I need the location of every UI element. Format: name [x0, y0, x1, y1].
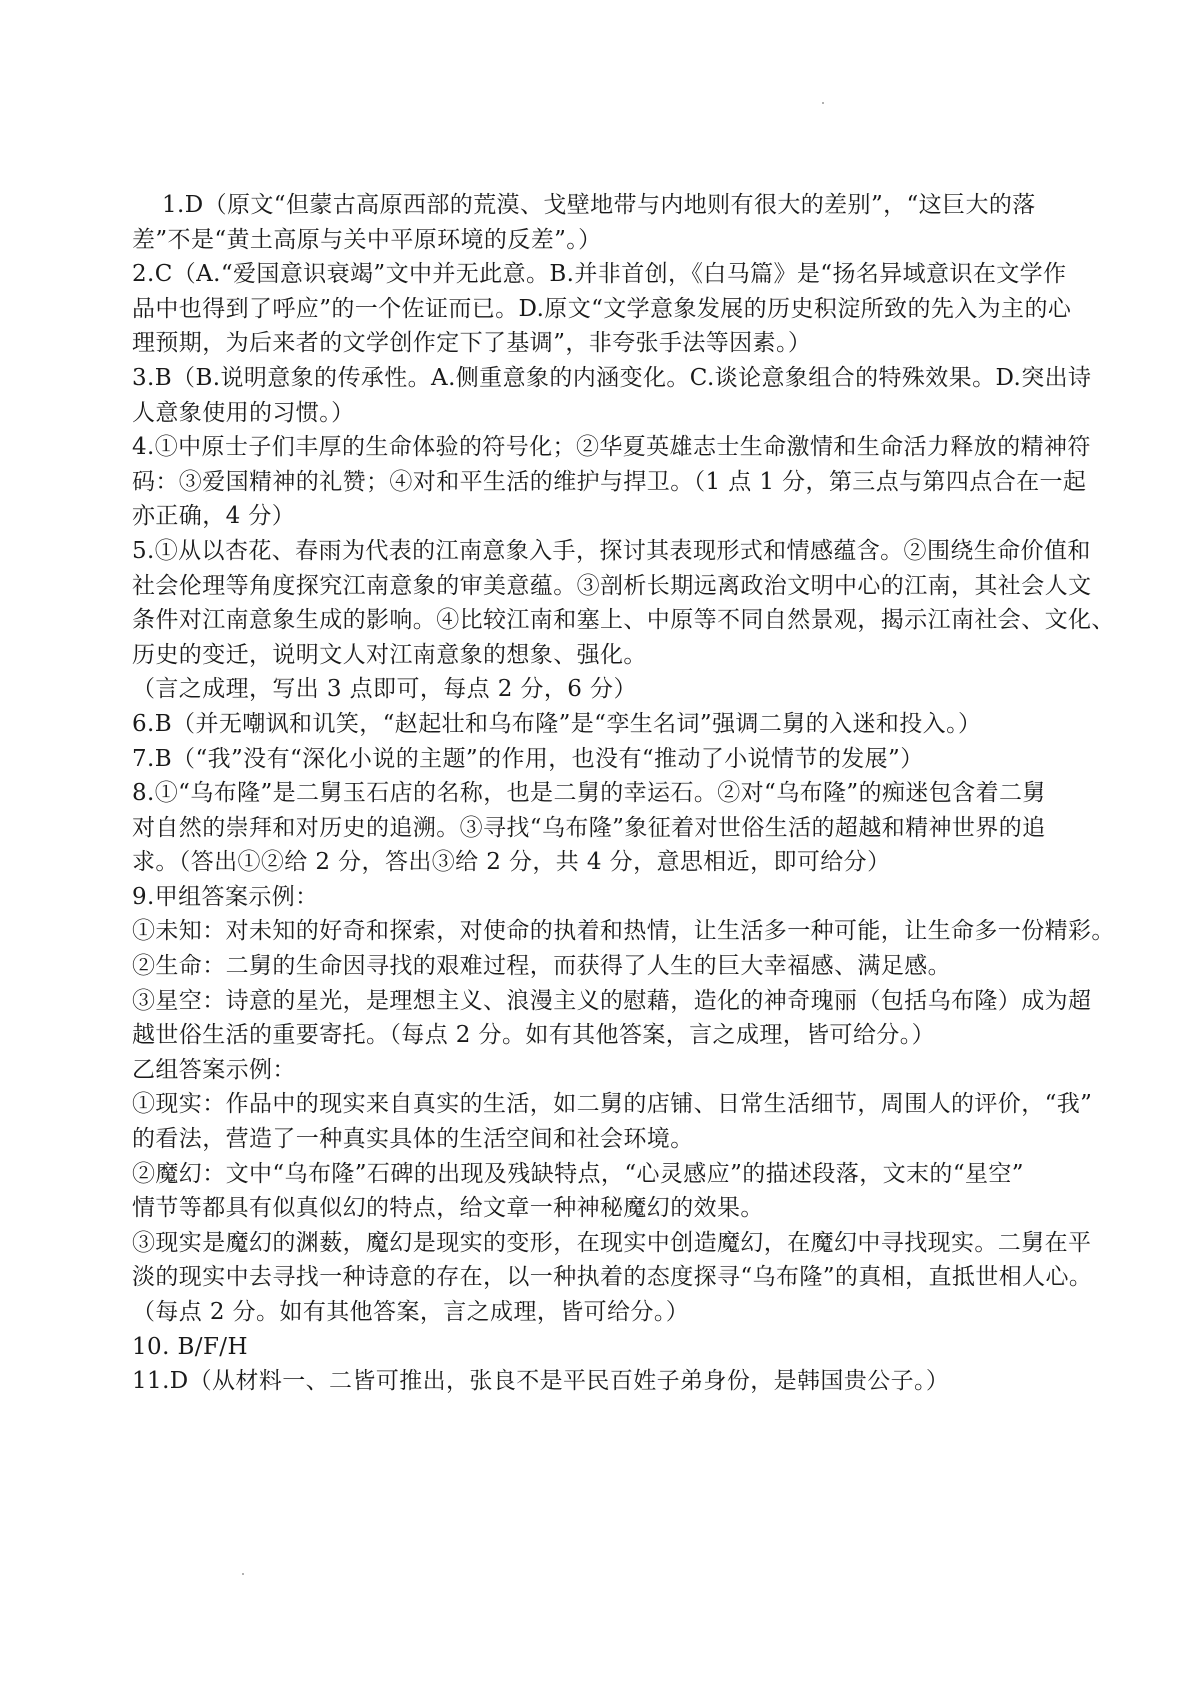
answer-line: ①未知：对未知的好奇和探索，对使命的执着和热情，让生活多一种可能，让生命多一份精彩。	[132, 918, 1115, 945]
answer-line: ③星空：诗意的星光，是理想主义、浪漫主义的慰藉，造化的神奇瑰丽（包括乌布隆）成为超	[132, 987, 1092, 1014]
answer-line: 社会伦理等角度探究江南意象的审美意蕴。③剖析长期远离政治文明中心的江南，其社会人文	[132, 572, 1092, 599]
answer-line: 求。（答出①②给 2 分，答出③给 2 分，共 4 分，意思相近，即可给分）	[132, 849, 891, 876]
answer-line: ③现实是魔幻的渊薮，魔幻是现实的变形，在现实中创造魔幻，在魔幻中寻找现实。二舅在平	[132, 1229, 1092, 1256]
answer-line: 7.B（“我”没有“深化小说的主题”的作用，也没有“推动了小说情节的发展”）	[132, 745, 924, 772]
scan-speck-top	[822, 102, 824, 104]
answer-line: ②魔幻：文中“乌布隆”石碑的出现及残缺特点，“心灵感应”的描述段落，文末的“星空”	[132, 1160, 1024, 1187]
answer-line: 条件对江南意象生成的影响。④比较江南和塞上、中原等不同自然景观，揭示江南社会、文化、	[132, 607, 1115, 634]
answer-key-document	[132, 188, 1115, 1399]
answer-line: 的看法，营造了一种真实具体的生活空间和社会环境。	[132, 1126, 694, 1153]
answer-line: 码：③爱国精神的礼赞；④对和平生活的维护与捍卫。（1 点 1 分，第三点与第四点合在一起	[132, 468, 1087, 495]
answer-line: 对自然的崇拜和对历史的追溯。③寻找“乌布隆”象征着对世俗生活的超越和精神世界的追	[132, 814, 1046, 841]
answer-line: 越世俗生活的重要寄托。（每点 2 分。如有其他答案，言之成理，皆可给分。）	[132, 1022, 936, 1049]
answer-line: 6.B（并无嘲讽和讥笑，“赵起壮和乌布隆”是“孪生名词”强调二舅的入迷和投入。）	[132, 710, 982, 737]
answer-line: 1.D（原文“但蒙古高原西部的荒漠、戈壁地带与内地则有很大的差别”，“这巨大的落	[162, 192, 1036, 218]
answer-line: 情节等都具有似真似幻的特点，给文章一种神秘魔幻的效果。	[132, 1195, 764, 1222]
answer-line: 8.①“乌布隆”是二舅玉石店的名称，也是二舅的幸运石。②对“乌布隆”的痴迷包含着二舅	[132, 780, 1046, 807]
answer-line: 4.①中原士子们丰厚的生命体验的符号化；②华夏英雄志士生命激情和生命活力释放的精神符	[132, 434, 1091, 461]
answer-line: 亦正确，4 分）	[132, 503, 296, 530]
answer-line: 理预期，为后来者的文学创作定下了基调”，非夸张手法等因素。）	[132, 330, 812, 357]
answer-line: 人意象使用的习惯。）	[132, 399, 355, 426]
answer-line: 10. B/F/H	[132, 1333, 248, 1360]
answer-line: 淡的现实中去寻找一种诗意的存在，以一种执着的态度探寻“乌布隆”的真相，直抵世相人心。	[132, 1264, 1093, 1291]
answer-line: 2.C（A.“爱国意识衰竭”文中并无此意。B.并非首创，《白马篇》是“扬名异域意识在文学作	[132, 261, 1067, 288]
answer-line: （每点 2 分。如有其他答案，言之成理，皆可给分。）	[132, 1299, 690, 1325]
answer-line: 3.B（B.说明意象的传承性。A.侧重意象的内涵变化。C.谈论意象组合的特殊效果。D.突出诗	[132, 364, 1092, 391]
answer-line: 11.D（从材料一、二皆可推出，张良不是平民百姓子弟身份，是韩国贵公子。）	[132, 1368, 950, 1395]
answer-line: 差”不是“黄土高原与关中平原环境的反差”。）	[132, 226, 602, 253]
answer-line: （言之成理，写出 3 点即可，每点 2 分，6 分）	[132, 676, 637, 703]
answer-line: ②生命：二舅的生命因寻找的艰难过程，而获得了人生的巨大幸福感、满足感。	[132, 953, 951, 980]
answer-line: 乙组答案示例：	[132, 1056, 296, 1083]
scan-speck-bottom	[242, 1573, 244, 1575]
answer-line: 9.甲组答案示例：	[132, 883, 319, 910]
answer-line: ①现实：作品中的现实来自真实的生活，如二舅的店铺、日常生活细节，周围人的评价，“我”	[132, 1091, 1093, 1118]
answer-line: 历史的变迁，说明文人对江南意象的想象、强化。	[132, 641, 647, 668]
answer-line: 品中也得到了呼应”的一个佐证而已。D.原文“文学意象发展的历史积淀所致的先入为主的心	[132, 295, 1072, 322]
answer-line: 5.①从以杏花、春雨为代表的江南意象入手，探讨其表现形式和情感蕴含。②围绕生命价值和	[132, 537, 1091, 564]
